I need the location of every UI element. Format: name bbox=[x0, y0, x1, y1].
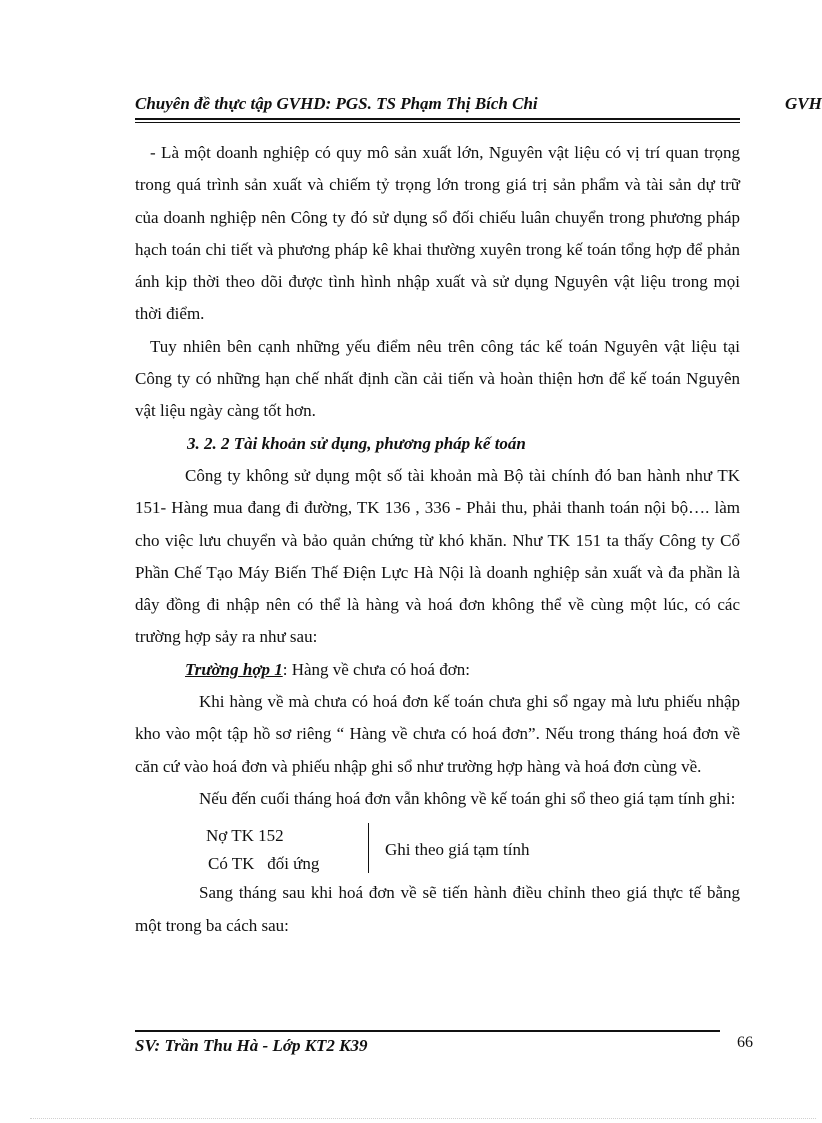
journal-entry bbox=[135, 823, 740, 877]
header-rule bbox=[135, 118, 740, 120]
page-number: 66 bbox=[737, 1034, 753, 1051]
header-title: Chuyên đề thực tập GVHD: PGS. TS Phạm Thị Bích Chi bbox=[135, 94, 538, 113]
header-right-fragment: GVH bbox=[785, 94, 822, 113]
entry-divider bbox=[368, 823, 369, 873]
footer-author: SV: Trần Thu Hà - Lớp KT2 K39 bbox=[135, 1036, 368, 1055]
paragraph-1: - Là một doanh nghiệp có quy mô sản xuất lớn, Nguyên vật liệu có vị trí quan trọng trong quá trình sản xuất và chiếm tỷ trọng lớn trong giá trị sản phẩm và tài sản dự trữ của doanh nghiệp nên Công ty đó sử dụng sổ đối chiếu luân chuyển trong phương pháp hạch toán chi tiết và phương pháp kê khai thường xuyên trong kế toán tổng hợp để phản ánh kịp thời theo dõi được tình hình nhập xuất và sử dụng Nguyên vật liệu trong mọi thời điểm. bbox=[135, 143, 740, 324]
page-header bbox=[135, 94, 822, 120]
case-line bbox=[135, 654, 740, 686]
case-label: Trường hợp 1 bbox=[185, 659, 283, 679]
paragraph-3: Công ty không sử dụng một số tài khoản mà Bộ tài chính đó ban hành như TK 151- Hàng mua đang đi đường, TK 136 , 336 - Phải thu, phải thanh toán nội bộ…. làm cho việc lưu chuyển và bảo quản chứng từ khó khăn. Như TK 151 ta thấy Công ty Cổ Phần Chế Tạo Máy Biến Thế Điện Lực Hà Nội là doanh nghiệp sản xuất và đa phần là dây đồng đi nhập nên có thể là hàng và hoá đơn không thể về cùng một lúc, có các trường hợp sảy ra như sau: bbox=[135, 465, 740, 647]
footer-rule bbox=[135, 1030, 720, 1032]
page-bottom-border bbox=[30, 1118, 816, 1119]
paragraph-4: Khi hàng về mà chưa có hoá đơn kế toán chưa ghi sổ ngay mà lưu phiếu nhập kho vào một tập hồ sơ riêng “ Hàng về chưa có hoá đơn”. Nếu trong tháng hoá đơn về căn cứ vào hoá đơn và phiếu nhập ghi sổ như trường hợp hàng và hoá đơn cùng về. bbox=[135, 692, 740, 776]
paragraph-2: Tuy nhiên bên cạnh những yếu điểm nêu trên công tác kế toán Nguyên vật liệu tại Công ty có những hạn chế nhất định cần cải tiến và hoàn thiện hơn để kế toán Nguyên vật liệu ngày càng tốt hơn. bbox=[135, 336, 740, 421]
entry-debit: Nợ TK 152 bbox=[206, 826, 284, 846]
paragraph-6: Sang tháng sau khi hoá đơn về sẽ tiến hành điều chỉnh theo giá thực tế bằng một trong ba cách sau: bbox=[135, 883, 740, 935]
document-body bbox=[135, 137, 740, 942]
case-text: : Hàng về chưa có hoá đơn: bbox=[282, 659, 470, 679]
header-rule-thin bbox=[135, 122, 740, 123]
section-heading: 3. 2. 2 Tài khoản sử dụng, phương pháp kế toán bbox=[187, 433, 526, 453]
paragraph-5: Nếu đến cuối tháng hoá đơn vẫn không về kế toán ghi sổ theo giá tạm tính ghi: bbox=[199, 788, 736, 808]
entry-note: Ghi theo giá tạm tính bbox=[385, 840, 530, 860]
entry-credit: Có TK đối ứng bbox=[208, 854, 320, 874]
